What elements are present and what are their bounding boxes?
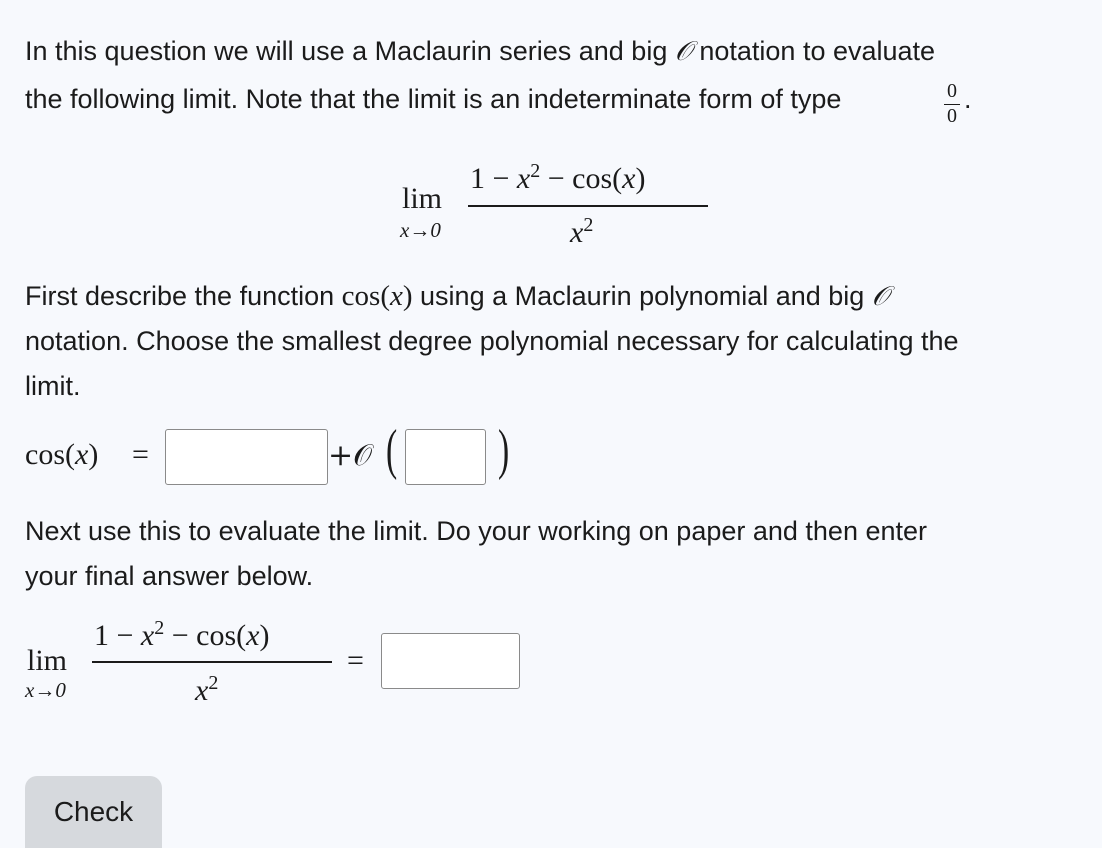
type-numerator: 0 [947,80,957,102]
instruction-2-line-1: Next use this to evaluate the limit. Do your working on paper and then enter [25,516,928,546]
type-denominator: 0 [947,105,957,127]
open-paren: ( [386,419,398,481]
lim-subscript: x→0 [400,218,441,242]
limit-denominator: $x^2$ [570,214,594,249]
intro-line-2 [25,76,841,122]
answer-input[interactable] [381,633,520,689]
intro-text-1-tail: notation to evaluate [691,36,936,66]
big-o-symbol-2: 𝒪 [871,281,889,312]
intro-text-2: the following limit. Note that the limit is an indeterminate form of type [25,84,842,114]
type-period: . [964,84,972,114]
instruction-1-line-1: First describe the function cos(x) using a Maclaurin polynomial and big 𝒪 [25,280,889,312]
plus-big-o: +𝒪 [328,438,373,473]
limit-denominator-2: $x^2$ [195,672,219,707]
limit-numerator-2: $1 - x^2 - \cos(x)$ [94,617,270,652]
big-o-symbol: 𝒪 [674,36,692,67]
lim-label: lim [402,182,443,215]
cos-lhs: cos(x) [25,438,99,471]
order-input[interactable] [405,429,486,485]
equals-sign-2: = [347,644,364,677]
intro-line-1 [25,28,935,75]
lim-subscript-2: x→0 [25,678,66,702]
limit-fraction-bar [468,205,708,207]
instruction-1-line-3: limit. [25,371,81,401]
instruction-1-line-2: notation. Choose the smallest degree polynomial necessary for calculating the [25,326,959,356]
limit-fraction-bar-2 [92,661,332,663]
check-button[interactable]: Check [25,776,162,848]
polynomial-input[interactable] [165,429,328,485]
close-paren: ) [498,419,510,481]
equals-sign-1: = [132,438,149,471]
instruction-2-line-2: your final answer below. [25,561,314,591]
limit-numerator: $1 - x^2 - \cos(x)$ [470,160,646,195]
intro-text-1: In this question we will use a Maclaurin series and big [25,36,675,66]
lim-label-2: lim [27,644,68,677]
